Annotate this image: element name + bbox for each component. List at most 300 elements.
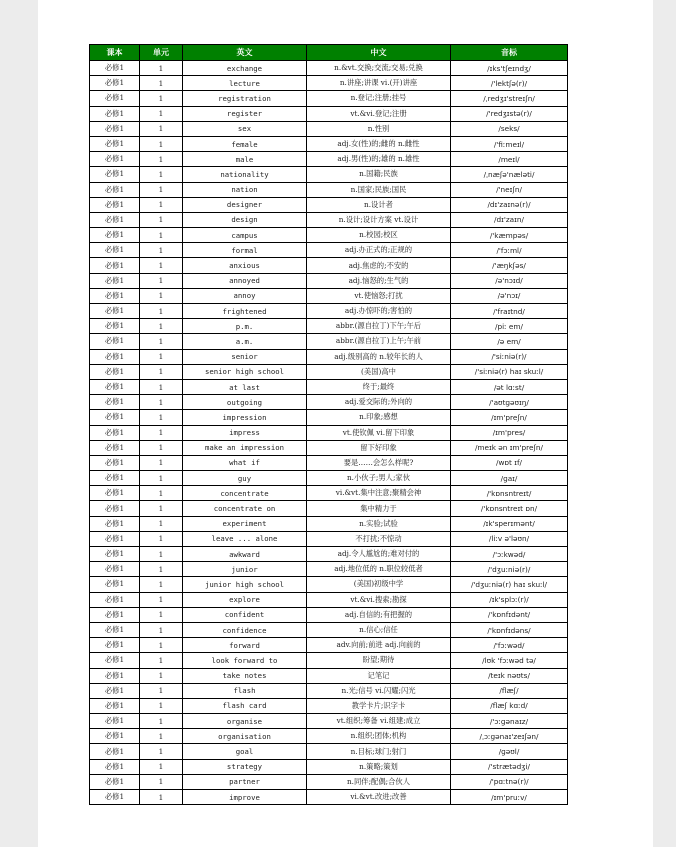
textbook-cell: 必修1 — [90, 440, 140, 455]
english-cell: senior high school — [183, 364, 307, 379]
english-cell: confident — [183, 607, 307, 622]
table-row — [90, 167, 568, 182]
unit-cell: 1 — [140, 152, 183, 167]
textbook-cell: 必修1 — [90, 136, 140, 151]
chinese-cell: vi.&vt.改进;改善 — [307, 790, 451, 805]
textbook-cell: 必修1 — [90, 790, 140, 805]
english-cell: male — [183, 152, 307, 167]
english-cell: at last — [183, 379, 307, 394]
textbook-cell: 必修1 — [90, 319, 140, 334]
textbook-cell: 必修1 — [90, 562, 140, 577]
english-cell: annoyed — [183, 273, 307, 288]
english-cell: leave ... alone — [183, 531, 307, 546]
phonetic-cell: /ə'nɔɪd/ — [451, 273, 568, 288]
table-row — [90, 228, 568, 243]
chinese-cell: n.国家;民族;国民 — [307, 182, 451, 197]
english-cell: confidence — [183, 622, 307, 637]
table-row — [90, 607, 568, 622]
phonetic-cell: /ɪm'pruːv/ — [451, 790, 568, 805]
chinese-cell: vt.使恼怒;打扰 — [307, 288, 451, 303]
chinese-cell: n.策略;策划 — [307, 759, 451, 774]
phonetic-cell: /dɪ'zaɪnə(r)/ — [451, 197, 568, 212]
chinese-cell: abbr.(源自拉丁)上午;午前 — [307, 334, 451, 349]
phonetic-cell: /ɪks'tʃeɪndʒ/ — [451, 61, 568, 76]
chinese-cell: adj.办正式的;正规的 — [307, 243, 451, 258]
english-cell: concentrate on — [183, 501, 307, 516]
phonetic-cell: /ɪm'pres/ — [451, 425, 568, 440]
textbook-cell: 必修1 — [90, 243, 140, 258]
header-row — [90, 45, 568, 61]
phonetic-cell: /'kɒnsntreɪt ɒn/ — [451, 501, 568, 516]
unit-cell: 1 — [140, 440, 183, 455]
textbook-cell: 必修1 — [90, 471, 140, 486]
chinese-cell: adv.向前;前进 adj.向前的 — [307, 638, 451, 653]
phonetic-cell: /'siːniə(r) haɪ skuːl/ — [451, 364, 568, 379]
phonetic-cell: /ə'nɔɪ/ — [451, 288, 568, 303]
unit-cell: 1 — [140, 243, 183, 258]
unit-cell: 1 — [140, 577, 183, 592]
phonetic-cell: /wɒt ɪf/ — [451, 455, 568, 470]
unit-cell: 1 — [140, 61, 183, 76]
chinese-cell: (美国)高中 — [307, 364, 451, 379]
unit-cell: 1 — [140, 668, 183, 683]
english-cell: registration — [183, 91, 307, 106]
table-row — [90, 319, 568, 334]
textbook-cell: 必修1 — [90, 668, 140, 683]
document-page — [38, 0, 653, 847]
table-row — [90, 61, 568, 76]
unit-cell: 1 — [140, 167, 183, 182]
textbook-cell: 必修1 — [90, 61, 140, 76]
chinese-cell: adj.爱交际的;外向的 — [307, 395, 451, 410]
chinese-cell: adj.男(性)的;雄的 n.雄性 — [307, 152, 451, 167]
textbook-cell: 必修1 — [90, 531, 140, 546]
unit-cell: 1 — [140, 622, 183, 637]
unit-cell: 1 — [140, 91, 183, 106]
unit-cell: 1 — [140, 182, 183, 197]
english-cell: experiment — [183, 516, 307, 531]
english-cell: designer — [183, 197, 307, 212]
phonetic-cell: /meɪk ən ɪm'preʃn/ — [451, 440, 568, 455]
textbook-cell: 必修1 — [90, 167, 140, 182]
textbook-cell: 必修1 — [90, 197, 140, 212]
textbook-cell: 必修1 — [90, 759, 140, 774]
unit-cell: 1 — [140, 531, 183, 546]
table-row — [90, 501, 568, 516]
textbook-cell: 必修1 — [90, 607, 140, 622]
table-row — [90, 91, 568, 106]
english-cell: guy — [183, 471, 307, 486]
unit-cell: 1 — [140, 410, 183, 425]
phonetic-cell: /'kɒnfɪdənt/ — [451, 607, 568, 622]
table-row — [90, 516, 568, 531]
header-phonetic: 音标 — [451, 45, 568, 61]
unit-cell: 1 — [140, 638, 183, 653]
table-row — [90, 774, 568, 789]
english-cell: flash card — [183, 698, 307, 713]
unit-cell: 1 — [140, 714, 183, 729]
phonetic-cell: /'kæmpəs/ — [451, 228, 568, 243]
phonetic-cell: /'aʊtɡəʊɪŋ/ — [451, 395, 568, 410]
phonetic-cell: /'dʒuːniə(r) haɪ skuːl/ — [451, 577, 568, 592]
chinese-cell: n.小伙子;男人;家伙 — [307, 471, 451, 486]
textbook-cell: 必修1 — [90, 638, 140, 653]
table-row — [90, 471, 568, 486]
unit-cell: 1 — [140, 273, 183, 288]
textbook-cell: 必修1 — [90, 182, 140, 197]
unit-cell: 1 — [140, 288, 183, 303]
english-cell: improve — [183, 790, 307, 805]
phonetic-cell: /flæʃ/ — [451, 683, 568, 698]
table-row — [90, 410, 568, 425]
table-row — [90, 258, 568, 273]
textbook-cell: 必修1 — [90, 501, 140, 516]
english-cell: junior — [183, 562, 307, 577]
textbook-cell: 必修1 — [90, 744, 140, 759]
english-cell: nationality — [183, 167, 307, 182]
chinese-cell: n.印象;感想 — [307, 410, 451, 425]
textbook-cell: 必修1 — [90, 729, 140, 744]
unit-cell: 1 — [140, 790, 183, 805]
chinese-cell: n.&vt.交换;交流;交易;兑换 — [307, 61, 451, 76]
table-row — [90, 577, 568, 592]
english-cell: what if — [183, 455, 307, 470]
unit-cell: 1 — [140, 379, 183, 394]
table-row — [90, 349, 568, 364]
phonetic-cell: /'fraɪtnd/ — [451, 304, 568, 319]
chinese-cell: n.信心;信任 — [307, 622, 451, 637]
table-row — [90, 106, 568, 121]
chinese-cell: n.讲座;讲课 vi.(开)讲座 — [307, 76, 451, 91]
unit-cell: 1 — [140, 304, 183, 319]
phonetic-cell: /'fɔːml/ — [451, 243, 568, 258]
phonetic-cell: /'lektʃə(r)/ — [451, 76, 568, 91]
header-textbook: 课本 — [90, 45, 140, 61]
textbook-cell: 必修1 — [90, 379, 140, 394]
textbook-cell: 必修1 — [90, 76, 140, 91]
table-row — [90, 683, 568, 698]
english-cell: goal — [183, 744, 307, 759]
unit-cell: 1 — [140, 471, 183, 486]
english-cell: design — [183, 212, 307, 227]
table-row — [90, 486, 568, 501]
chinese-cell: n.光;信号 vi.闪耀;闪光 — [307, 683, 451, 698]
table-row — [90, 243, 568, 258]
header-unit: 单元 — [140, 45, 183, 61]
table-row — [90, 288, 568, 303]
vocabulary-table — [89, 44, 568, 805]
table-row — [90, 790, 568, 805]
english-cell: nation — [183, 182, 307, 197]
chinese-cell: n.组织;团体;机构 — [307, 729, 451, 744]
textbook-cell: 必修1 — [90, 258, 140, 273]
english-cell: explore — [183, 592, 307, 607]
phonetic-cell: /'fiːmeɪl/ — [451, 136, 568, 151]
table-row — [90, 531, 568, 546]
chinese-cell: 记笔记 — [307, 668, 451, 683]
english-cell: strategy — [183, 759, 307, 774]
phonetic-cell: /ɡaɪ/ — [451, 471, 568, 486]
unit-cell: 1 — [140, 683, 183, 698]
table-row — [90, 729, 568, 744]
unit-cell: 1 — [140, 121, 183, 136]
textbook-cell: 必修1 — [90, 774, 140, 789]
english-cell: senior — [183, 349, 307, 364]
phonetic-cell: /'dʒuːniə(r)/ — [451, 562, 568, 577]
english-cell: register — [183, 106, 307, 121]
chinese-cell: n.登记;注册;挂号 — [307, 91, 451, 106]
unit-cell: 1 — [140, 729, 183, 744]
phonetic-cell: /'siːniə(r)/ — [451, 349, 568, 364]
chinese-cell: (美国)初级中学 — [307, 577, 451, 592]
phonetic-cell: /ɪm'preʃn/ — [451, 410, 568, 425]
textbook-cell: 必修1 — [90, 455, 140, 470]
chinese-cell: 盼望;期待 — [307, 653, 451, 668]
textbook-cell: 必修1 — [90, 425, 140, 440]
phonetic-cell: /seks/ — [451, 121, 568, 136]
chinese-cell: 教学卡片;识字卡 — [307, 698, 451, 713]
textbook-cell: 必修1 — [90, 228, 140, 243]
english-cell: look forward to — [183, 653, 307, 668]
unit-cell: 1 — [140, 258, 183, 273]
unit-cell: 1 — [140, 395, 183, 410]
unit-cell: 1 — [140, 759, 183, 774]
phonetic-cell: /lʊk 'fɔːwəd tə/ — [451, 653, 568, 668]
english-cell: organisation — [183, 729, 307, 744]
unit-cell: 1 — [140, 486, 183, 501]
phonetic-cell: /dɪ'zaɪn/ — [451, 212, 568, 227]
chinese-cell: n.国籍;民族 — [307, 167, 451, 182]
phonetic-cell: /ˌɔːɡənaɪ'zeɪʃən/ — [451, 729, 568, 744]
english-cell: junior high school — [183, 577, 307, 592]
chinese-cell: vt.组织;筹备 vi.组建;成立 — [307, 714, 451, 729]
unit-cell: 1 — [140, 455, 183, 470]
chinese-cell: n.设计者 — [307, 197, 451, 212]
table-row — [90, 136, 568, 151]
textbook-cell: 必修1 — [90, 152, 140, 167]
chinese-cell: 终于;最终 — [307, 379, 451, 394]
english-cell: organise — [183, 714, 307, 729]
table-row — [90, 698, 568, 713]
header-english: 英文 — [183, 45, 307, 61]
chinese-cell: adj.办惊吓的;害怕的 — [307, 304, 451, 319]
chinese-cell: vt.使钦佩 vi.留下印象 — [307, 425, 451, 440]
textbook-cell: 必修1 — [90, 653, 140, 668]
table-row — [90, 364, 568, 379]
textbook-cell: 必修1 — [90, 273, 140, 288]
english-cell: concentrate — [183, 486, 307, 501]
english-cell: flash — [183, 683, 307, 698]
unit-cell: 1 — [140, 76, 183, 91]
unit-cell: 1 — [140, 364, 183, 379]
phonetic-cell: /flæʃ kɑːd/ — [451, 698, 568, 713]
unit-cell: 1 — [140, 212, 183, 227]
phonetic-cell: /'pɑːtnə(r)/ — [451, 774, 568, 789]
english-cell: forward — [183, 638, 307, 653]
unit-cell: 1 — [140, 592, 183, 607]
phonetic-cell: /ɪk'sperɪmənt/ — [451, 516, 568, 531]
chinese-cell: n.实验;试验 — [307, 516, 451, 531]
english-cell: lecture — [183, 76, 307, 91]
table-row — [90, 638, 568, 653]
english-cell: annoy — [183, 288, 307, 303]
phonetic-cell: /liːv ə'ləʊn/ — [451, 531, 568, 546]
table-row — [90, 425, 568, 440]
textbook-cell: 必修1 — [90, 410, 140, 425]
unit-cell: 1 — [140, 516, 183, 531]
phonetic-cell: /ə em/ — [451, 334, 568, 349]
phonetic-cell: /'ɔːɡənaɪz/ — [451, 714, 568, 729]
unit-cell: 1 — [140, 319, 183, 334]
phonetic-cell: /meɪl/ — [451, 152, 568, 167]
unit-cell: 1 — [140, 228, 183, 243]
textbook-cell: 必修1 — [90, 577, 140, 592]
english-cell: partner — [183, 774, 307, 789]
table-body — [90, 61, 568, 805]
chinese-cell: adj.恼怒的;生气的 — [307, 273, 451, 288]
chinese-cell: adj.自信的;有把握的 — [307, 607, 451, 622]
table-row — [90, 334, 568, 349]
phonetic-cell: /'kɒnfɪdəns/ — [451, 622, 568, 637]
table-row — [90, 547, 568, 562]
english-cell: outgoing — [183, 395, 307, 410]
textbook-cell: 必修1 — [90, 212, 140, 227]
english-cell: exchange — [183, 61, 307, 76]
unit-cell: 1 — [140, 501, 183, 516]
chinese-cell: vt.&vi.搜索;勘探 — [307, 592, 451, 607]
phonetic-cell: /'ɔːkwəd/ — [451, 547, 568, 562]
table-row — [90, 182, 568, 197]
textbook-cell: 必修1 — [90, 121, 140, 136]
phonetic-cell: /'neɪʃn/ — [451, 182, 568, 197]
english-cell: sex — [183, 121, 307, 136]
table-row — [90, 622, 568, 637]
english-cell: impress — [183, 425, 307, 440]
chinese-cell: adj.地位低的 n.职位较低者 — [307, 562, 451, 577]
table-row — [90, 744, 568, 759]
chinese-cell: n.性别 — [307, 121, 451, 136]
english-cell: impression — [183, 410, 307, 425]
table-row — [90, 273, 568, 288]
textbook-cell: 必修1 — [90, 91, 140, 106]
table-row — [90, 197, 568, 212]
unit-cell: 1 — [140, 106, 183, 121]
table-row — [90, 304, 568, 319]
unit-cell: 1 — [140, 349, 183, 364]
unit-cell: 1 — [140, 698, 183, 713]
chinese-cell: adj.令人尴尬的;难对付的 — [307, 547, 451, 562]
phonetic-cell: /'strætədʒi/ — [451, 759, 568, 774]
table-row — [90, 455, 568, 470]
phonetic-cell: /ˌnæʃə'næləti/ — [451, 167, 568, 182]
textbook-cell: 必修1 — [90, 622, 140, 637]
table-row — [90, 440, 568, 455]
english-cell: frightened — [183, 304, 307, 319]
textbook-cell: 必修1 — [90, 364, 140, 379]
phonetic-cell: /piː em/ — [451, 319, 568, 334]
header-chinese: 中文 — [307, 45, 451, 61]
unit-cell: 1 — [140, 425, 183, 440]
chinese-cell: 不打扰;不惊动 — [307, 531, 451, 546]
english-cell: make an impression — [183, 440, 307, 455]
table-row — [90, 379, 568, 394]
textbook-cell: 必修1 — [90, 288, 140, 303]
textbook-cell: 必修1 — [90, 486, 140, 501]
phonetic-cell: /ət lɑːst/ — [451, 379, 568, 394]
textbook-cell: 必修1 — [90, 683, 140, 698]
unit-cell: 1 — [140, 334, 183, 349]
table-row — [90, 668, 568, 683]
unit-cell: 1 — [140, 607, 183, 622]
unit-cell: 1 — [140, 547, 183, 562]
textbook-cell: 必修1 — [90, 714, 140, 729]
table-row — [90, 562, 568, 577]
phonetic-cell: /ɡəʊl/ — [451, 744, 568, 759]
chinese-cell: abbr.(源自拉丁)下午;午后 — [307, 319, 451, 334]
phonetic-cell: /'fɔːwəd/ — [451, 638, 568, 653]
table-row — [90, 592, 568, 607]
unit-cell: 1 — [140, 774, 183, 789]
unit-cell: 1 — [140, 197, 183, 212]
chinese-cell: n.目标;球门;射门 — [307, 744, 451, 759]
phonetic-cell: /'redʒɪstə(r)/ — [451, 106, 568, 121]
english-cell: take notes — [183, 668, 307, 683]
chinese-cell: n.校园;校区 — [307, 228, 451, 243]
table-row — [90, 76, 568, 91]
english-cell: formal — [183, 243, 307, 258]
textbook-cell: 必修1 — [90, 592, 140, 607]
table-row — [90, 653, 568, 668]
chinese-cell: n.设计;设计方案 vt.设计 — [307, 212, 451, 227]
phonetic-cell: /'kɒnsntreɪt/ — [451, 486, 568, 501]
textbook-cell: 必修1 — [90, 304, 140, 319]
textbook-cell: 必修1 — [90, 106, 140, 121]
table-row — [90, 714, 568, 729]
unit-cell: 1 — [140, 136, 183, 151]
english-cell: campus — [183, 228, 307, 243]
chinese-cell: vi.&vt.集中注意;聚精会神 — [307, 486, 451, 501]
english-cell: anxious — [183, 258, 307, 273]
textbook-cell: 必修1 — [90, 516, 140, 531]
phonetic-cell: /ˌredʒɪ'streɪʃn/ — [451, 91, 568, 106]
english-cell: p.m. — [183, 319, 307, 334]
chinese-cell: vt.&vi.登记;注册 — [307, 106, 451, 121]
table-row — [90, 759, 568, 774]
table-row — [90, 152, 568, 167]
phonetic-cell: /ɪk'splɔː(r)/ — [451, 592, 568, 607]
textbook-cell: 必修1 — [90, 334, 140, 349]
chinese-cell: n.同伴;配偶;合伙人 — [307, 774, 451, 789]
textbook-cell: 必修1 — [90, 547, 140, 562]
chinese-cell: adj.女(性)的;雌的 n.雌性 — [307, 136, 451, 151]
textbook-cell: 必修1 — [90, 349, 140, 364]
unit-cell: 1 — [140, 562, 183, 577]
chinese-cell: 留下好印象 — [307, 440, 451, 455]
chinese-cell: adj.级别高的 n.较年长的人 — [307, 349, 451, 364]
table-row — [90, 212, 568, 227]
english-cell: awkward — [183, 547, 307, 562]
unit-cell: 1 — [140, 744, 183, 759]
unit-cell: 1 — [140, 653, 183, 668]
chinese-cell: adj.焦虑的;不安的 — [307, 258, 451, 273]
english-cell: a.m. — [183, 334, 307, 349]
chinese-cell: 集中精力于 — [307, 501, 451, 516]
table-row — [90, 121, 568, 136]
phonetic-cell: /'æŋkʃəs/ — [451, 258, 568, 273]
table-row — [90, 395, 568, 410]
textbook-cell: 必修1 — [90, 698, 140, 713]
phonetic-cell: /teɪk nəʊts/ — [451, 668, 568, 683]
